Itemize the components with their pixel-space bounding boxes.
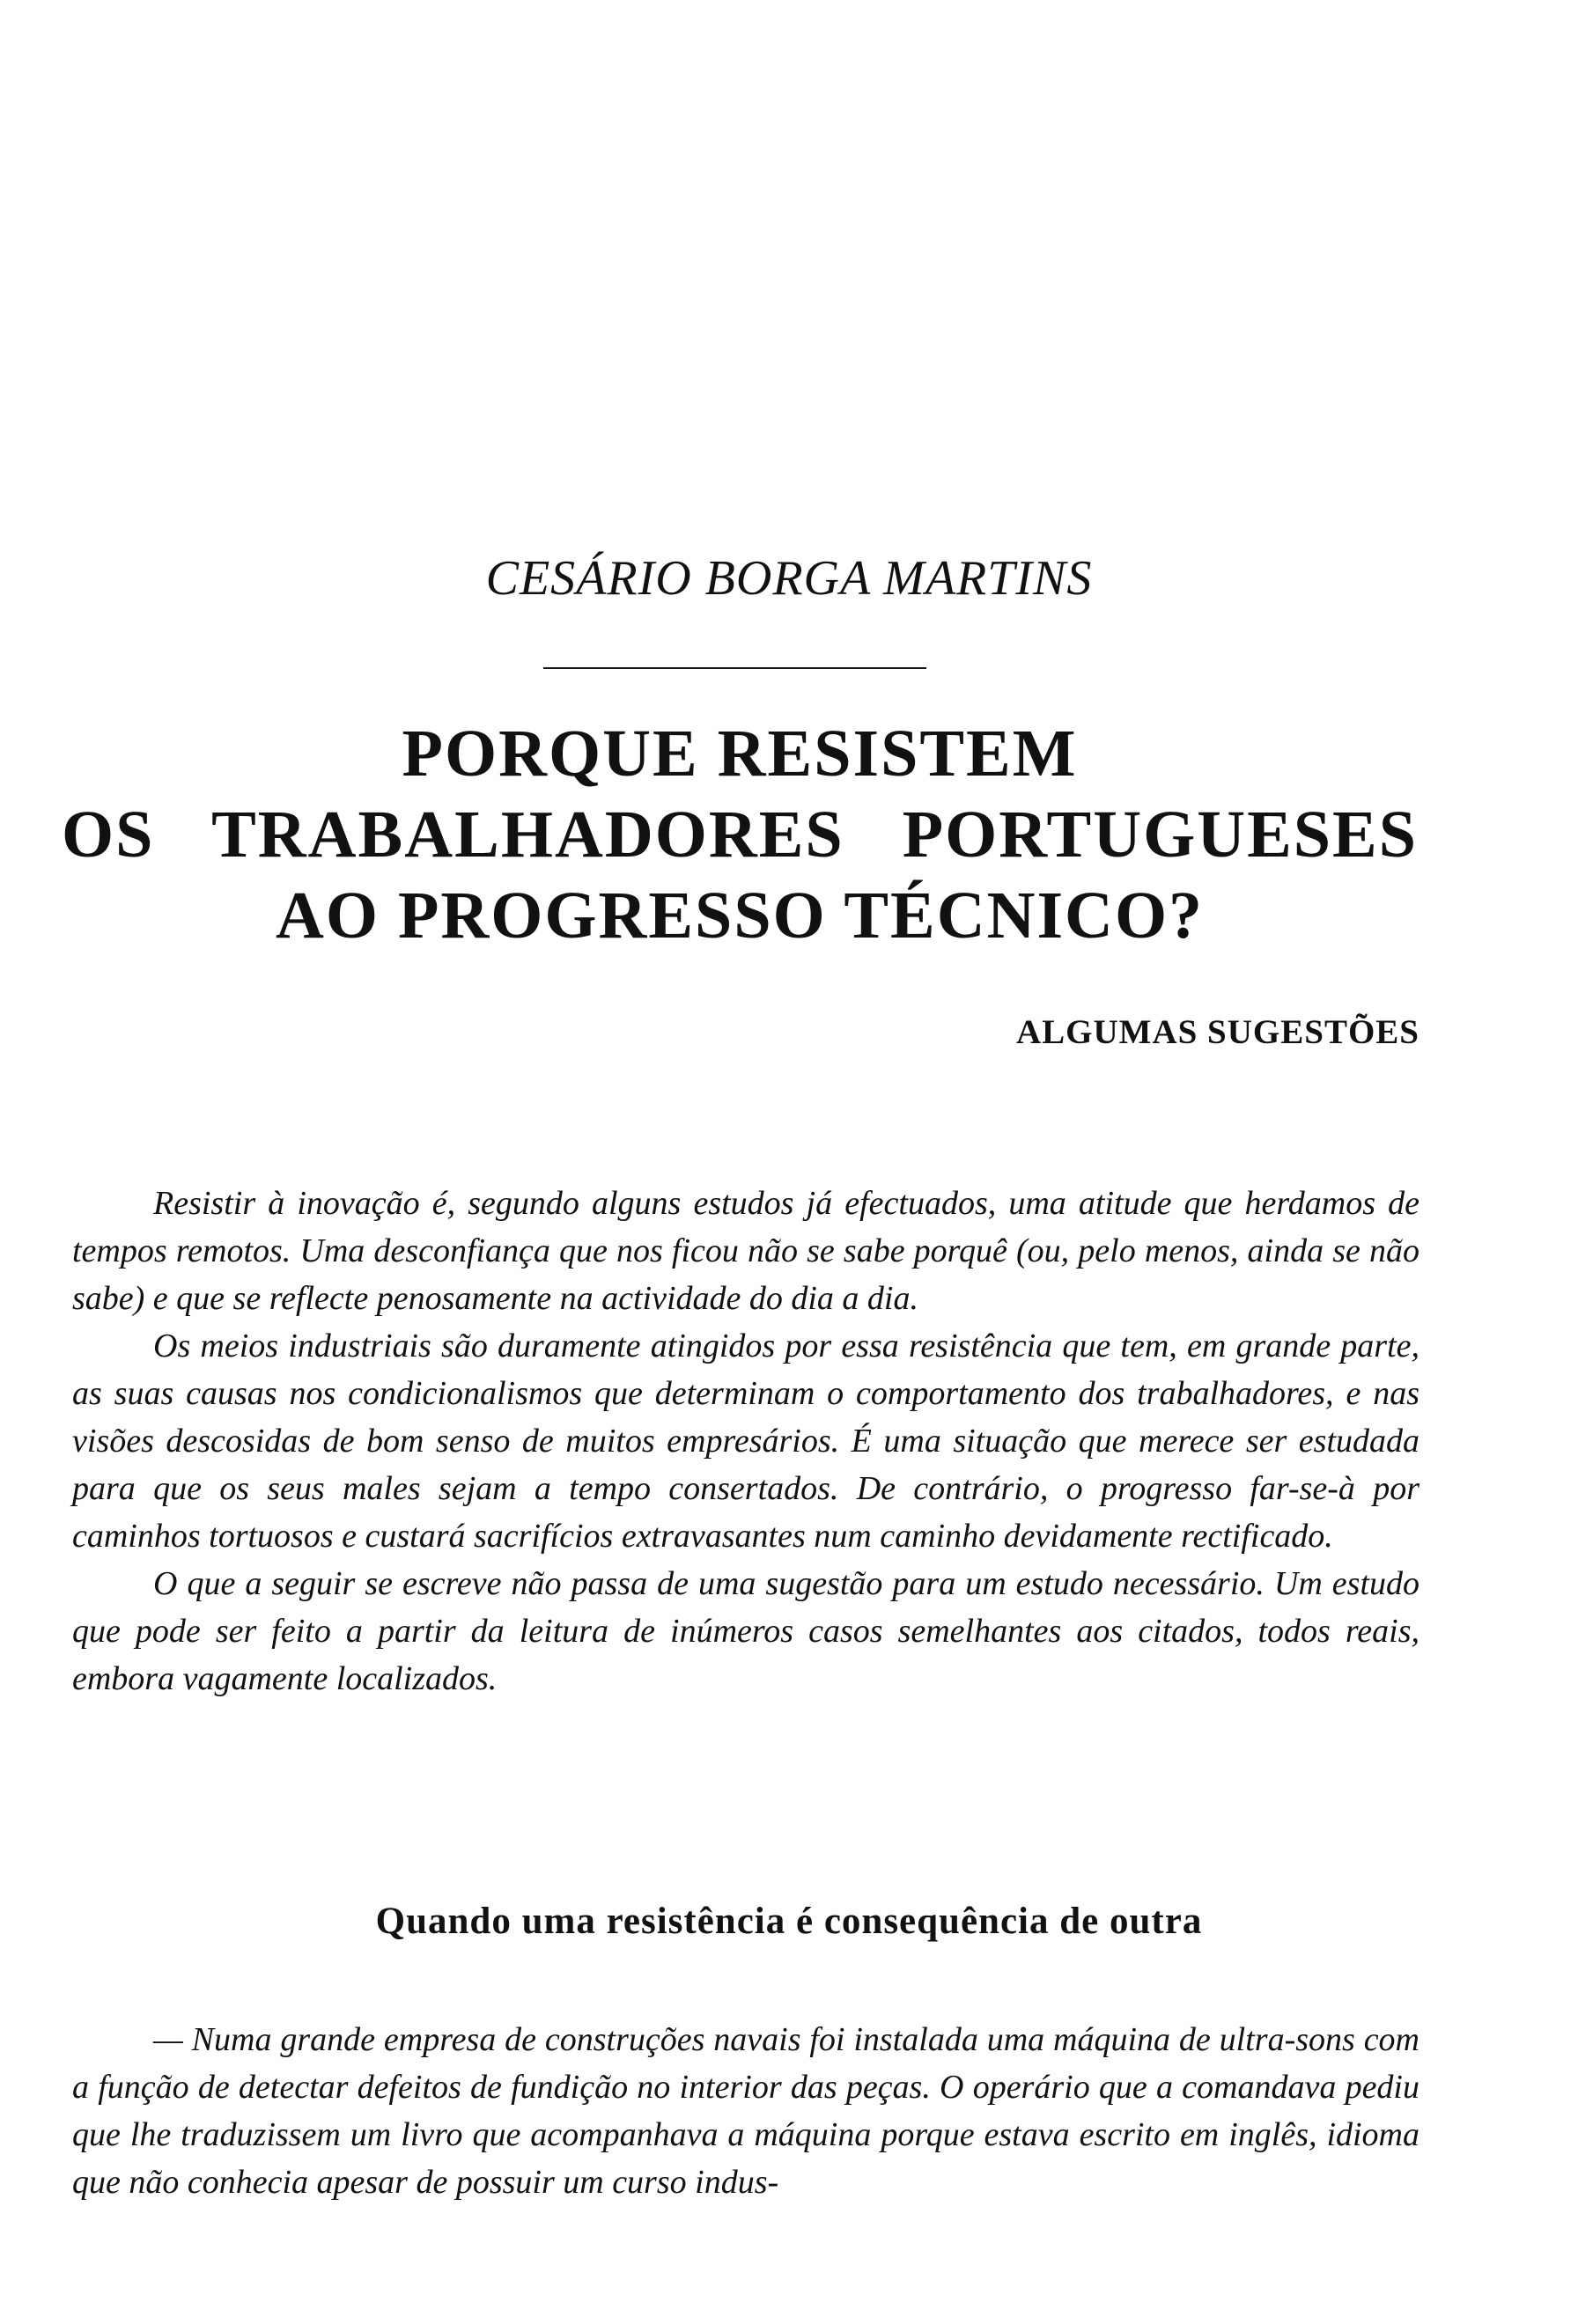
author-name: CESÁRIO BORGA MARTINS [485, 551, 1093, 606]
intro-paragraph: Resistir à inovação é, segundo alguns estudos já efectuados, uma atitude que herdamos de tempos remotos. Uma desconfiança que nos ficou não se sabe porquê (ou, pelo menos, ainda se não sabe) e que se reflecte penosamente na actividade do dia a dia. [72, 1185, 1419, 1317]
intro-paragraph: Os meios industriais são duramente atingidos por essa resistência que tem, em grande parte, as suas causas nos condicionalismos que determinam o comportamento dos trabalhadores, e nas visões descosidas de bom senso de muitos empresários. É uma situação que merece ser estudada para que os seus males sejam a tempo consertados. De contrário, o progresso far-se-à por caminhos tortuosos e custará sacrifícios extravasantes num caminho devidamente rectificado. [72, 1327, 1419, 1555]
title-line-2: OS TRABALHADORES PORTUGUESES [62, 798, 1418, 872]
case-section [72, 2016, 1419, 2206]
title-divider [543, 667, 926, 669]
article-subtitle: ALGUMAS SUGESTÕES [1015, 1013, 1419, 1051]
intro-paragraph: O que a seguir se escreve não passa de uma sugestão para um estudo necessário. Um estudo que pode ser feito a partir da leitura de inúmeros casos semelhantes aos citados, todos reais, embora vagamente localizados. [72, 1565, 1419, 1697]
title-line-3: AO PROGRESSO TÉCNICO? [275, 879, 1205, 952]
case-paragraph: — Numa grande empresa de construções navais foi instalada uma máquina de ultra-sons com a função de detectar defeitos de fundição no interior das peças. O operário que a comandava pediu que lhe traduzissem um livro que acompanhava a máquina porque estava escrito em inglês, idioma que não conhecia apesar de possuir um curso indus- [72, 2021, 1419, 2201]
article-title [62, 713, 1418, 956]
title-line-1: PORQUE RESISTEM [402, 717, 1078, 791]
intro-section [72, 1180, 1419, 1703]
section-heading: Quando uma resistência é consequência de outra [375, 1901, 1203, 1942]
